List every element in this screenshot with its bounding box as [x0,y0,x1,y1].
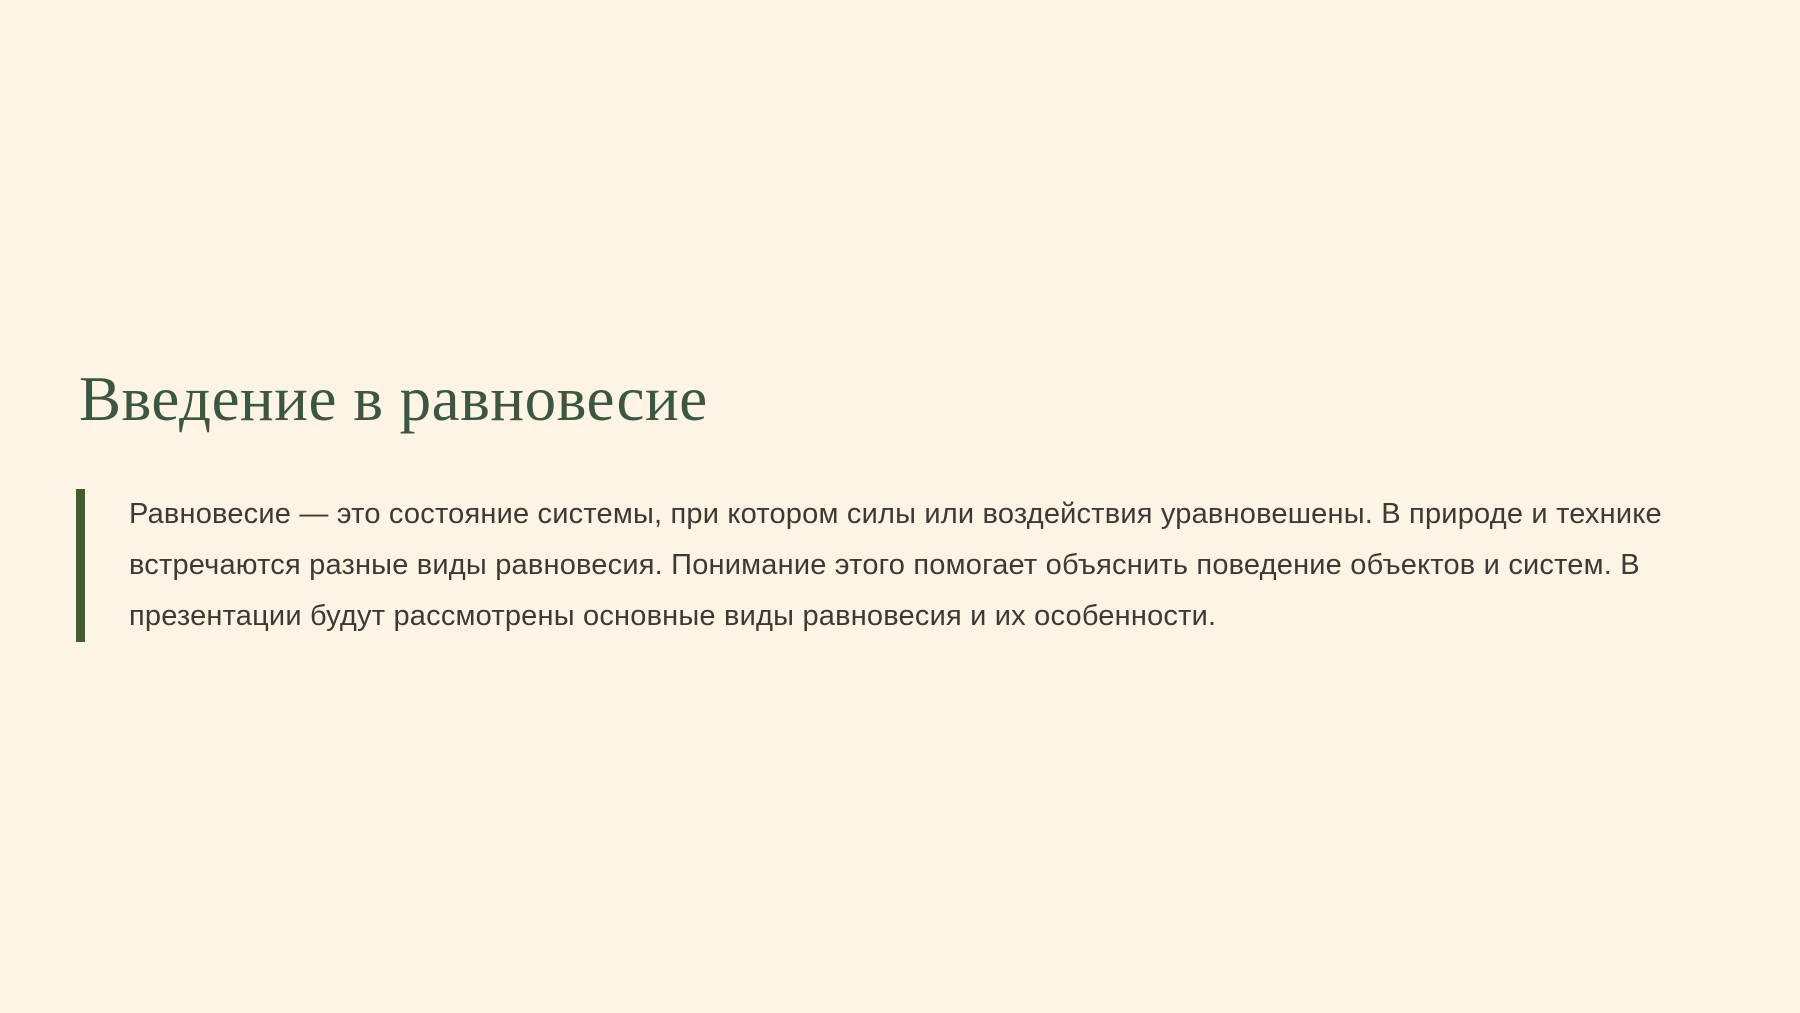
intro-paragraph-block [76,489,1662,642]
paragraph-line-1: Равновесие — это состояние системы, при котором силы или воздействия уравновешены. В природе и технике [129,498,1662,530]
slide-title: Введение в равновесие [79,364,708,434]
paragraph-line-2: встречаются разные виды равновесия. Понимание этого помогает объяснить поведение объектов и систем. В [129,549,1640,581]
intro-paragraph [129,489,1662,642]
paragraph-line-3: презентации будут рассмотрены основные виды равновесия и их особенности. [129,600,1217,632]
accent-bar [76,489,85,642]
